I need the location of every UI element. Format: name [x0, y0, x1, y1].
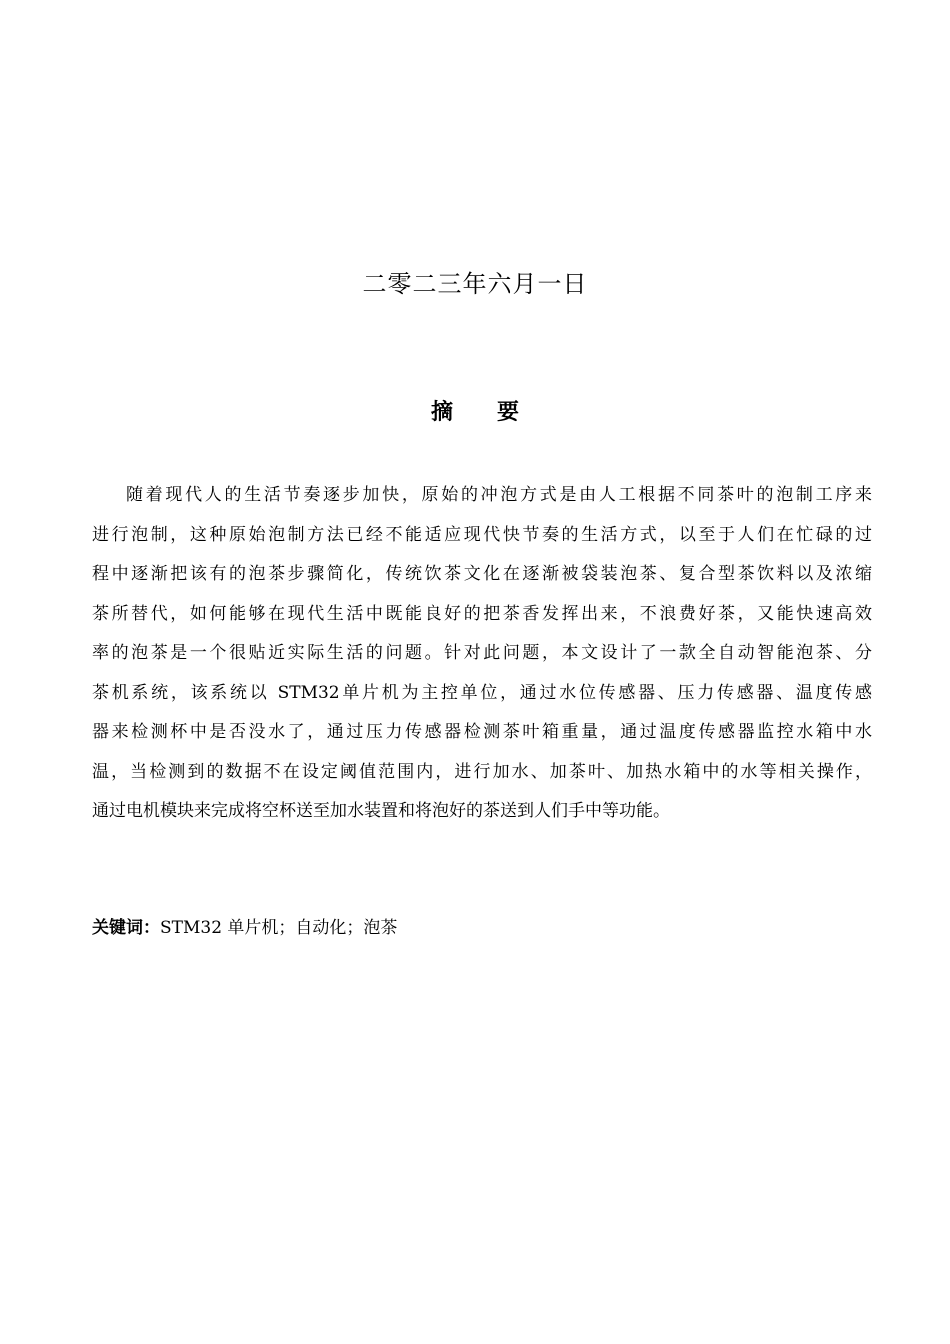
abstract-heading-char-1: 摘: [430, 400, 453, 425]
abstract-line: 进行泡制，这种原始泡制方法已经不能适应现代快节奏的生活方式，以至于人们在忙碌的过: [92, 524, 872, 545]
abstract-line: 器来检测杯中是否没水了，通过压力传感器检测茶叶箱重量，通过温度传感器监控水箱中水: [92, 722, 872, 742]
document-date: 二零二三年六月一日: [362, 270, 588, 298]
abstract-line: 率的泡茶是一个很贴近实际生活的问题。针对此问题，本文设计了一款全自动智能泡茶、分: [92, 643, 872, 663]
abstract-line: 随着现代人的生活节奏逐步加快，原始的冲泡方式是由人工根据不同茶叶的泡制工序来: [126, 485, 872, 505]
keywords-value: STM32 单片机；自动化；泡茶: [160, 918, 398, 938]
keywords-label: 关键词：: [92, 918, 160, 938]
abstract-heading-char-2: 要: [497, 400, 520, 425]
abstract-line: 程中逐渐把该有的泡茶步骤简化，传统饮茶文化在逐渐被袋装泡茶、复合型茶饮料以及浓缩: [92, 564, 872, 584]
abstract-line: 通过电机模块来完成将空杯送至加水装置和将泡好的茶送到人们手中等功能。: [92, 801, 670, 821]
abstract-line: 茶机系统，该系统以 STM32单片机为主控单位，通过水位传感器、压力传感器、温度传感: [92, 682, 872, 703]
abstract-line: 温，当检测到的数据不在设定阈值范围内，进行加水、加茶叶、加热水箱中的水等相关操作，: [92, 761, 872, 782]
abstract-body: [92, 478, 872, 834]
abstract-heading: [0, 396, 950, 430]
keywords: [92, 914, 397, 942]
abstract-line: 茶所替代，如何能够在现代生活中既能良好的把茶香发挥出来，不浪费好茶，又能快速高效: [92, 603, 872, 624]
